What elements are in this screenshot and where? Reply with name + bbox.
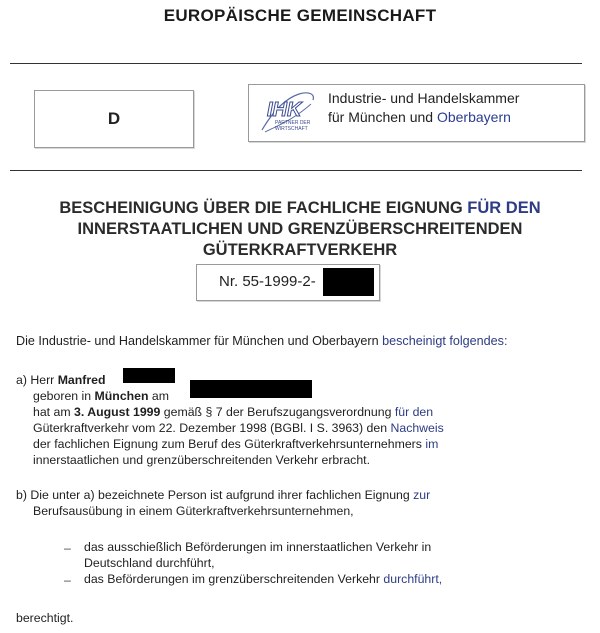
a-line-5a: der fachlichen Eignung zum Beruf des Güterkraftverkehrsunternehmers bbox=[33, 437, 426, 451]
document-header-title: EUROPÄISCHE GEMEINSCHAFT bbox=[163, 6, 437, 25]
person-first-name: Manfred bbox=[57, 373, 106, 387]
redacted-surname bbox=[123, 368, 175, 383]
a-line-3a: hat am bbox=[33, 405, 75, 419]
exam-date: 3. August 1999 bbox=[74, 405, 161, 419]
a-line-5b: im bbox=[425, 437, 439, 451]
top-divider bbox=[10, 63, 582, 64]
section-a-line-3 bbox=[33, 404, 433, 420]
bullet-1-line-1: das ausschießlich Beförderungen im innerstaatlichen Verkehr in bbox=[84, 540, 432, 554]
section-a-line-6: innerstaatlichen und grenzüberschreitenden Verkehr erbracht. bbox=[33, 453, 371, 467]
bullet-2 bbox=[84, 571, 442, 587]
issuer-name bbox=[328, 89, 519, 127]
bullet-2b: durchführt, bbox=[383, 572, 443, 586]
bullet-marker-2: – bbox=[64, 573, 71, 587]
section-a-line-4 bbox=[33, 420, 444, 436]
intro-part-2: bescheinigt folgendes: bbox=[382, 334, 508, 348]
intro-text bbox=[16, 333, 507, 349]
redacted-birthdate bbox=[190, 380, 312, 398]
a-line-3b: gemäß § 7 der Berufszugangsverordnung bbox=[160, 405, 395, 419]
section-b-line-1 bbox=[16, 487, 430, 503]
section-b-line-2: Berufsausübung in einem Güterkraftverkehrsunternehmen, bbox=[33, 504, 354, 518]
ihk-logo-subtext-2: WIRTSCHAFT bbox=[275, 126, 308, 132]
section-a-prefix: a) Herr bbox=[16, 373, 58, 387]
certificate-number-box bbox=[196, 264, 380, 301]
ihk-logo-subtext-1: PARTNER DER bbox=[275, 120, 311, 126]
redacted-number bbox=[323, 268, 374, 296]
ihk-logo-icon bbox=[259, 90, 317, 134]
bullet-1-line-2: Deutschland durchführt, bbox=[84, 556, 215, 570]
born-on-label: am bbox=[148, 389, 170, 403]
closing-text: berechtigt. bbox=[16, 611, 74, 625]
section-a-line-5 bbox=[33, 436, 438, 452]
issuer-name-line-2b: Oberbayern bbox=[436, 109, 511, 125]
section-a-line-1 bbox=[16, 372, 106, 388]
a-line-4a: Güterkraftverkehr vom 22. Dezember 1998 (BGBl. I S. 3963) den bbox=[33, 421, 391, 435]
b-line-1b: zur bbox=[413, 488, 431, 502]
issuer-box bbox=[248, 84, 585, 142]
issuer-name-line-2a: für München und bbox=[328, 109, 437, 125]
bullet-marker-1: – bbox=[64, 541, 71, 555]
title-line-1b: FÜR DEN bbox=[467, 199, 541, 217]
certificate-title bbox=[0, 198, 600, 261]
intro-part-1: Die Industrie- und Handelskammer für München und Oberbayern bbox=[16, 334, 383, 348]
issuer-name-line-2 bbox=[328, 108, 519, 127]
certificate-title-line-1 bbox=[0, 198, 600, 219]
bullet-2a: das Beförderungen im grenzüberschreitenden Verkehr bbox=[84, 572, 384, 586]
country-code: D bbox=[107, 109, 121, 128]
title-line-1a: BESCHEINIGUNG ÜBER DIE FACHLICHE EIGNUNG bbox=[59, 199, 468, 217]
certificate-title-line-3: GÜTERKRAFTVERKEHR bbox=[202, 241, 398, 259]
ihk-logo-text: IHK bbox=[267, 99, 302, 121]
certificate-number-label: Nr. 55-1999-2- bbox=[219, 273, 316, 290]
middle-divider bbox=[10, 170, 582, 171]
birth-city: München bbox=[94, 389, 149, 403]
born-in-label: geboren in bbox=[33, 389, 95, 403]
a-line-3c: für den bbox=[394, 405, 434, 419]
issuer-name-line-1: Industrie- und Handelskammer bbox=[328, 90, 520, 106]
a-line-4b: Nachweis bbox=[390, 421, 444, 435]
b-line-1a: b) Die unter a) bezeichnete Person ist aufgrund ihrer fachlichen Eignung bbox=[16, 488, 414, 502]
country-code-box bbox=[34, 90, 194, 148]
certificate-title-line-2: INNERSTAATLICHEN UND GRENZÜBERSCHREITENDEN bbox=[77, 220, 523, 238]
section-a-line-2 bbox=[33, 388, 169, 404]
